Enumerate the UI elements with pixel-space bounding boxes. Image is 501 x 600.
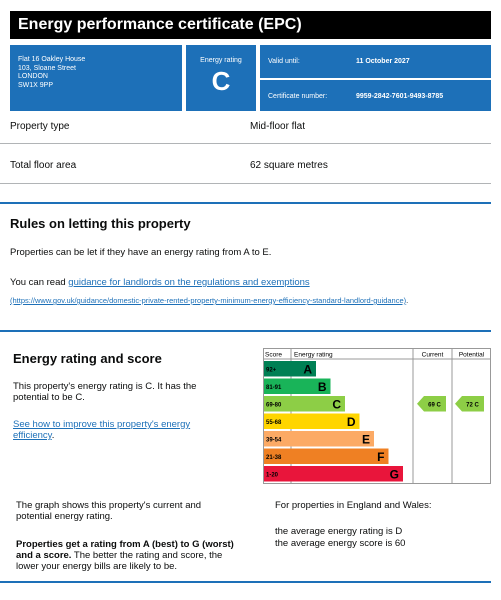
summary-divider	[0, 183, 491, 184]
rating-explanation-bold: Properties get a rating from A (best) to G (worst) and a score.	[16, 539, 234, 561]
valid-until-label: Valid until:	[268, 58, 300, 65]
letting-guidance-prefix: You can read	[10, 277, 69, 288]
address-panel	[10, 45, 182, 111]
band-bar	[291, 449, 389, 465]
band-score-label: 55-68	[266, 419, 282, 426]
energy-rating-letter: C	[211, 66, 231, 96]
rating-explanation-rest: The better the rating and score, the lower your energy bills are likely to be.	[16, 550, 223, 572]
property-type-value: Mid-floor flat	[250, 121, 306, 132]
improve-efficiency-suffix: .	[51, 430, 55, 441]
graph-explanation: The graph shows this property's current and potential energy rating.	[16, 500, 202, 522]
rating-explanation	[16, 539, 241, 572]
england-wales-note: For properties in England and Wales:	[275, 500, 432, 511]
average-score: the average energy score is 60	[275, 538, 406, 549]
letting-guidance-suffix: .	[406, 296, 409, 305]
landlord-guidance-url[interactable]: (https://www.gov.uk/guidance/domestic-private-rented-property-minimum-energy-efficiency-standard-landlord-guidance)	[10, 296, 407, 305]
chart-header-current: Current	[421, 351, 444, 359]
band-letter: A	[303, 362, 312, 377]
band-bar	[291, 466, 403, 482]
chart-header-score: Score	[265, 351, 282, 359]
band-score-label: 21-38	[266, 454, 282, 461]
chart-header-rating: Energy rating	[294, 351, 333, 359]
floor-area-label: Total floor area	[10, 160, 77, 171]
improve-efficiency	[13, 419, 228, 441]
energy-rating-label: Energy rating	[200, 57, 242, 64]
band-score-label: 81-91	[266, 384, 282, 391]
potential-rating-label: 72 C	[466, 402, 479, 409]
landlord-guidance-link[interactable]: guidance for landlords on the regulations and exemptions	[68, 277, 310, 288]
band-score-label: 1-20	[266, 472, 279, 479]
band-score-label: 92+	[266, 367, 277, 374]
band-letter: G	[389, 467, 399, 482]
page-title: Energy performance certificate (EPC)	[10, 11, 491, 39]
letting-heading: Rules on letting this property	[10, 216, 191, 231]
section-divider	[0, 330, 491, 332]
address-line-2: 103, Sloane Street	[18, 64, 76, 72]
certificate-number-label: Certificate number:	[268, 93, 328, 100]
chart-header-potential: Potential	[458, 351, 485, 359]
section-divider	[0, 202, 491, 204]
address-line-3: LONDON	[18, 73, 48, 80]
floor-area-value: 62 square metres	[250, 160, 328, 171]
epc-chart-svg	[263, 348, 491, 484]
valid-until-panel	[260, 45, 491, 78]
section-divider	[0, 581, 491, 583]
band-letter: B	[317, 379, 327, 394]
band-letter: E	[361, 432, 370, 447]
band-letter: C	[332, 397, 341, 412]
average-rating: the average energy rating is D	[275, 526, 403, 537]
energy-rating-paragraph: This property's energy rating is C. It has the potential to be C.	[13, 381, 197, 403]
certificate-number-panel	[260, 80, 491, 111]
energy-rating-panel	[186, 45, 256, 111]
band-letter: D	[346, 414, 356, 429]
epc-chart	[263, 348, 491, 484]
certificate-number-value: 9959-2842-7601-9493-8785	[356, 93, 444, 100]
address-line-1: Flat 16 Oakley House	[18, 56, 86, 63]
property-type-label: Property type	[10, 121, 70, 132]
energy-rating-heading: Energy rating and score	[13, 351, 162, 366]
summary-divider	[0, 143, 491, 144]
letting-guidance	[10, 272, 480, 308]
letting-paragraph: Properties can be let if they have an energy rating from A to E.	[10, 247, 272, 258]
current-rating-label: 69 C	[428, 402, 441, 409]
band-letter: F	[377, 449, 385, 464]
band-score-label: 69-80	[266, 402, 282, 409]
valid-until-value: 11 October 2027	[356, 58, 410, 65]
improve-efficiency-link[interactable]: See how to improve this property's energy efficiency	[13, 419, 191, 441]
band-score-label: 39-54	[266, 437, 282, 444]
address-line-4: SW1X 9PP	[18, 81, 54, 89]
